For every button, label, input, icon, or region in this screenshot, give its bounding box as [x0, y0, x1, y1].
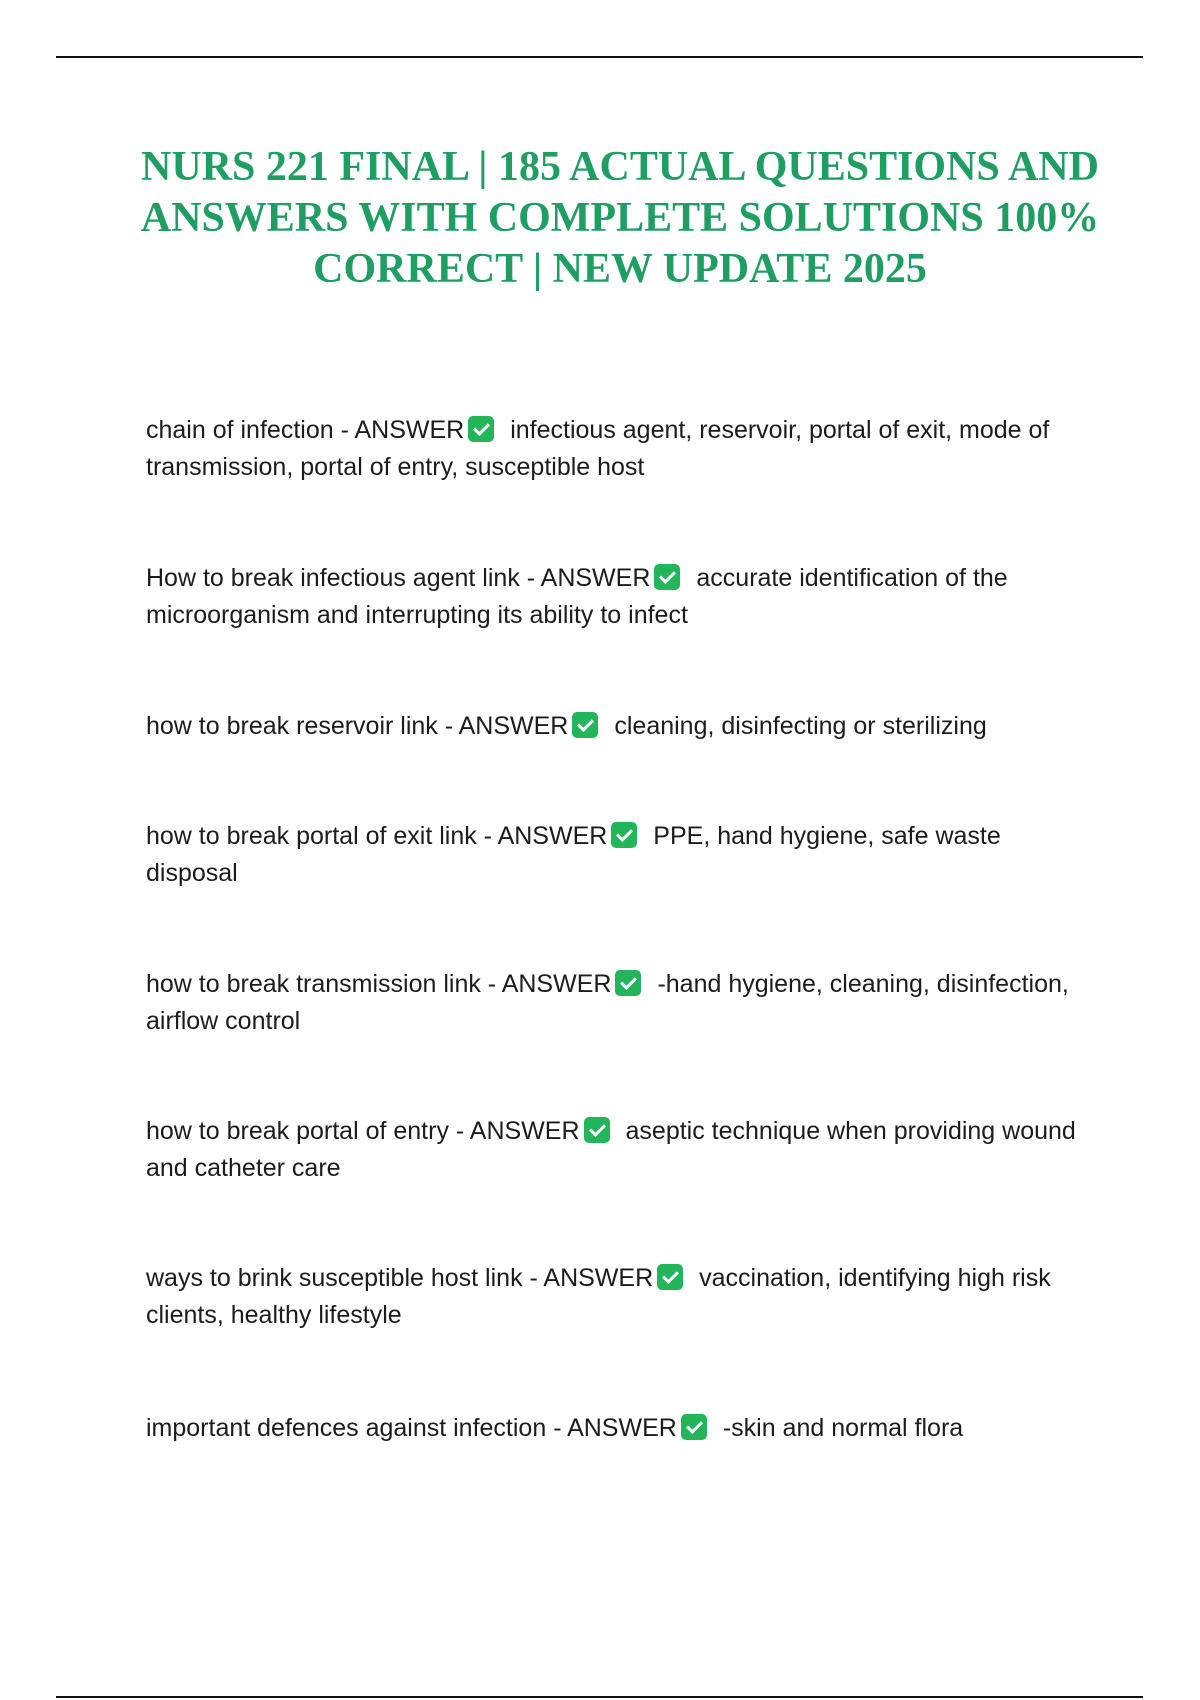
qa-item: [146, 1260, 1096, 1334]
question-text: important defences against infection - ANSWER: [146, 1414, 677, 1442]
answer-text: PPE, hand hygiene, safe waste disposal: [146, 822, 1001, 887]
answer-text: cleaning, disinfecting or sterilizing: [614, 712, 987, 740]
answer-text: aseptic technique when providing wound and catheter care: [146, 1117, 1076, 1182]
question-text: how to break transmission link - ANSWER: [146, 970, 612, 998]
check-icon: [572, 712, 598, 738]
document-title: NURS 221 FINAL | 185 ACTUAL QUESTIONS AND ANSWERS WITH COMPLETE SOLUTIONS 100% CORRECT | NEW UPDATE 2025: [140, 144, 1100, 292]
check-icon: [654, 564, 680, 590]
check-icon: [468, 416, 494, 442]
answer-text: -skin and normal flora: [722, 1414, 964, 1442]
question-text: chain of infection - ANSWER: [146, 416, 465, 444]
question-text: how to break reservoir link - ANSWER: [146, 712, 569, 740]
check-icon: [611, 822, 637, 848]
qa-item: [146, 708, 1096, 745]
bottom-rule: [56, 1696, 1143, 1698]
answer-text: vaccination, identifying high risk clients, healthy lifestyle: [146, 1264, 1051, 1329]
question-text: ways to brink susceptible host link - ANSWER: [146, 1264, 654, 1292]
question-text: how to break portal of exit link - ANSWER: [146, 822, 608, 850]
qa-item: [146, 818, 1096, 892]
answer-text: accurate identification of the microorganism and interrupting its ability to infect: [146, 564, 1008, 629]
check-icon: [681, 1414, 707, 1440]
qa-item: [146, 560, 1096, 634]
question-text: how to break portal of entry - ANSWER: [146, 1117, 580, 1145]
qa-item: [146, 966, 1096, 1040]
answer-text: -hand hygiene, cleaning, disinfection, airflow control: [146, 970, 1069, 1035]
qa-item: [146, 1113, 1096, 1187]
question-text: How to break infectious agent link - ANSWER: [146, 564, 651, 592]
check-icon: [584, 1117, 610, 1143]
qa-item: [146, 412, 1096, 486]
check-icon: [657, 1264, 683, 1290]
answer-text: infectious agent, reservoir, portal of exit, mode of transmission, portal of entry, susceptible host: [146, 416, 1050, 481]
check-icon: [615, 970, 641, 996]
top-rule: [56, 56, 1143, 58]
qa-item: [146, 1410, 1096, 1447]
